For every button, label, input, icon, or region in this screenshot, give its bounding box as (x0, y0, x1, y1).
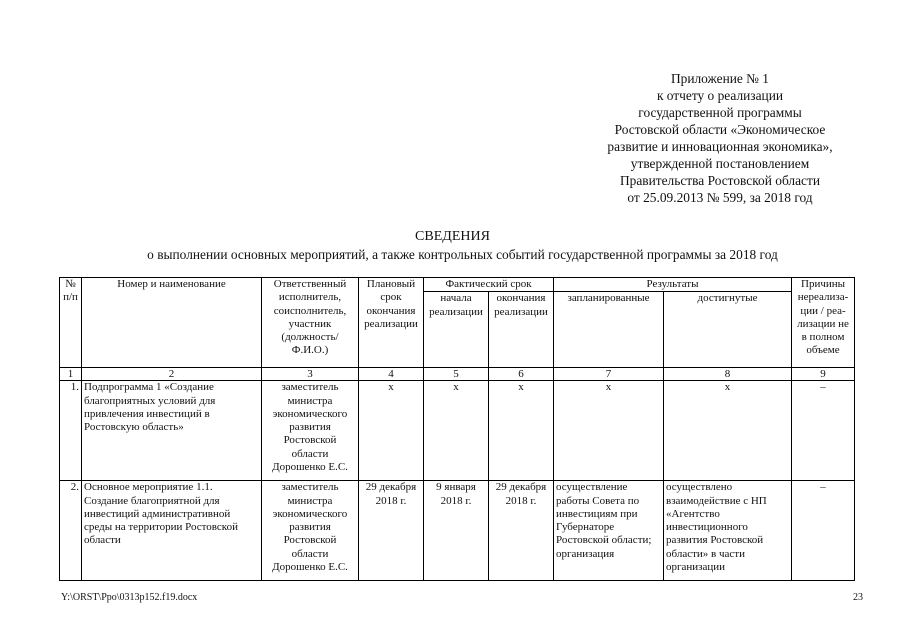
row-planned: x (359, 381, 424, 481)
column-number: 5 (424, 368, 489, 381)
column-number: 8 (664, 368, 792, 381)
column-number: 2 (82, 368, 262, 381)
header-actual-end: окончания реализации (489, 292, 554, 368)
row-actual-start: x (424, 381, 489, 481)
row-responsible: заместитель министра экономического развития Ростовской области Дорошенко Е.С. (262, 381, 359, 481)
row-actual-end: 29 декабря 2018 г. (489, 481, 554, 581)
document-title: СВЕДЕНИЯ (415, 229, 490, 244)
row-reasons: – (792, 481, 855, 581)
column-number: 6 (489, 368, 554, 381)
footer-file-path: Y:\ORST\Ppo\0313p152.f19.docx (61, 592, 198, 603)
row-responsible: заместитель министра экономического развития Ростовской области Дорошенко Е.С. (262, 481, 359, 581)
appendix-line: государственной программы (638, 105, 802, 120)
header-name: Номер и наименование (82, 278, 262, 368)
row-actual-start: 9 января 2018 г. (424, 481, 489, 581)
footer-page-number: 23 (853, 592, 863, 603)
header-actual: Фактический срок (424, 278, 554, 292)
appendix-line: Приложение № 1 (670, 71, 770, 86)
header-num: № п/п (60, 278, 82, 368)
header-reasons: Причины нереализа-ции / реа-лизации не в полном объеме (792, 278, 855, 368)
header-responsible: Ответственный исполнитель, соисполнитель, участник (должность/ Ф.И.О.) (262, 278, 359, 368)
appendix-header (570, 70, 870, 206)
appendix-line: от 25.09.2013 № 599, за 2018 год (627, 190, 813, 205)
row-results-achieved: x (664, 381, 792, 481)
row-planned: 29 декабря 2018 г. (359, 481, 424, 581)
row-results-achieved: осуществлено взаимодействие с НП «Агентство инвестиционного развития Ростовской области» в части организации (664, 481, 792, 581)
table-row (60, 481, 855, 581)
row-reasons: – (792, 381, 855, 481)
column-number: 4 (359, 368, 424, 381)
row-results-planned: осуществление работы Совета по инвестициям при Губернаторе Ростовской области; организация (554, 481, 664, 581)
column-number: 1 (60, 368, 82, 381)
appendix-line: Ростовской области «Экономическое (614, 122, 826, 137)
document-subtitle: о выполнении основных мероприятий, а также контрольных событий государственной программы за 2018 год (147, 247, 778, 262)
row-num: 1. (60, 381, 82, 481)
column-number: 3 (262, 368, 359, 381)
column-number: 7 (554, 368, 664, 381)
header-planned: Плановый срок окончания реализации (359, 278, 424, 368)
row-num: 2. (60, 481, 82, 581)
header-actual-start: начала реализации (424, 292, 489, 368)
header-results-planned: запланированные (554, 292, 664, 368)
table-header-row (60, 278, 855, 292)
appendix-line: развитие и инновационная экономика», (607, 139, 833, 154)
column-number-row (60, 368, 855, 381)
header-results: Результаты (554, 278, 792, 292)
header-results-achieved: достигнутые (664, 292, 792, 368)
appendix-line: утвержденной постановлением (630, 156, 810, 171)
row-results-planned: x (554, 381, 664, 481)
row-name: Основное мероприятие 1.1. Создание благоприятной для инвестиций административной среды на территории Ростовской области (82, 481, 262, 581)
column-number: 9 (792, 368, 855, 381)
table-row (60, 381, 855, 481)
appendix-line: Правительства Ростовской области (619, 173, 821, 188)
appendix-line: к отчету о реализации (656, 88, 784, 103)
row-name: Подпрограмма 1 «Создание благоприятных условий для привлечения инвестиций в Ростовскую область» (82, 381, 262, 481)
report-table (59, 277, 855, 581)
row-actual-end: x (489, 381, 554, 481)
